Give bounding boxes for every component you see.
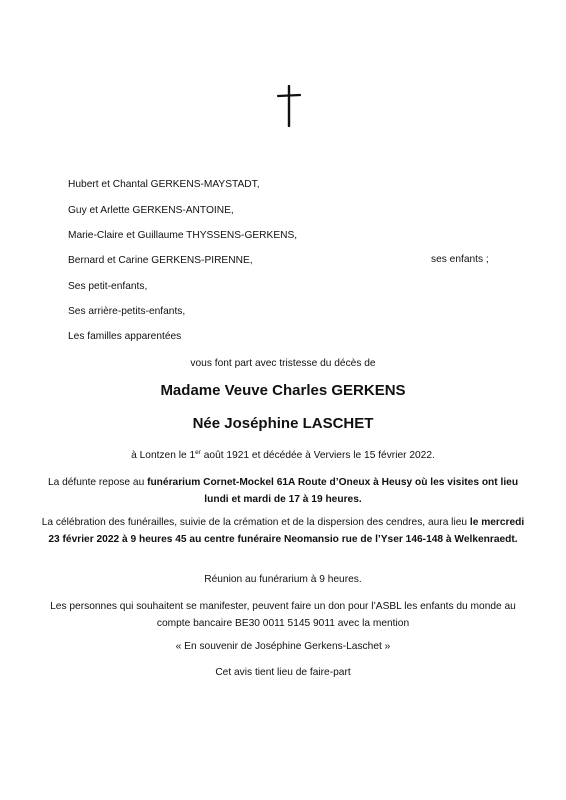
family-member: Hubert et Chantal GERKENS-MAYSTADT, — [68, 179, 260, 190]
announce-text: vous font part avec tristesse du décès de — [190, 358, 376, 369]
repose-text-bold: funérarium Cornet-Mockel 61A Route d’Oneux à Heusy où les visites ont lieu lundi et mardi de 17 à 19 heures. — [147, 477, 519, 505]
birth-death-text — [40, 447, 526, 464]
ses-enfants-label: ses enfants ; — [431, 254, 489, 265]
family-member: Ses petit-enfants, — [68, 281, 148, 292]
cross-icon — [277, 85, 301, 127]
deceased-name: Madame Veuve Charles GERKENS — [160, 382, 406, 399]
repose-text-a: La défunte repose au — [47, 477, 148, 488]
family-member: Les familles apparentées — [68, 331, 182, 342]
celebration-text-bold: le mercredi 23 février 2022 à 9 heures 45 au centre funéraire Neomansio rue de l’Yser 146-148 à Welkenraedt. — [48, 517, 525, 545]
donation-text: Les personnes qui souhaitent se manifester, peuvent faire un don pour l’ASBL les enfants du monde au compte bancaire BE30 0011 5145 9011 avec la mention — [50, 601, 516, 629]
family-member: Ses arrière-petits-enfants, — [68, 306, 186, 317]
footer-text: Cet avis tient lieu de faire-part — [215, 667, 351, 678]
repose-text — [40, 474, 526, 508]
maiden-name: Née Joséphine LASCHET — [192, 415, 374, 432]
birth-text-b: août 1921 et décédée à Verviers le 15 février 2022. — [200, 450, 435, 461]
reunion-text: Réunion au funérarium à 9 heures. — [204, 574, 362, 585]
celebration-text — [40, 514, 526, 548]
celebration-text-a: La célébration des funérailles, suivie de la crémation et de la dispersion des cendres, aura lieu — [41, 517, 470, 528]
family-member: Bernard et Carine GERKENS-PIRENNE, — [68, 255, 253, 266]
family-member: Marie-Claire et Guillaume THYSSENS-GERKENS, — [68, 230, 298, 241]
birth-text-sup: er — [195, 449, 201, 456]
family-member: Guy et Arlette GERKENS-ANTOINE, — [68, 205, 234, 216]
birth-text-a: à Lontzen le 1 — [131, 450, 196, 461]
souvenir-text: « En souvenir de Joséphine Gerkens-Laschet » — [175, 641, 391, 652]
